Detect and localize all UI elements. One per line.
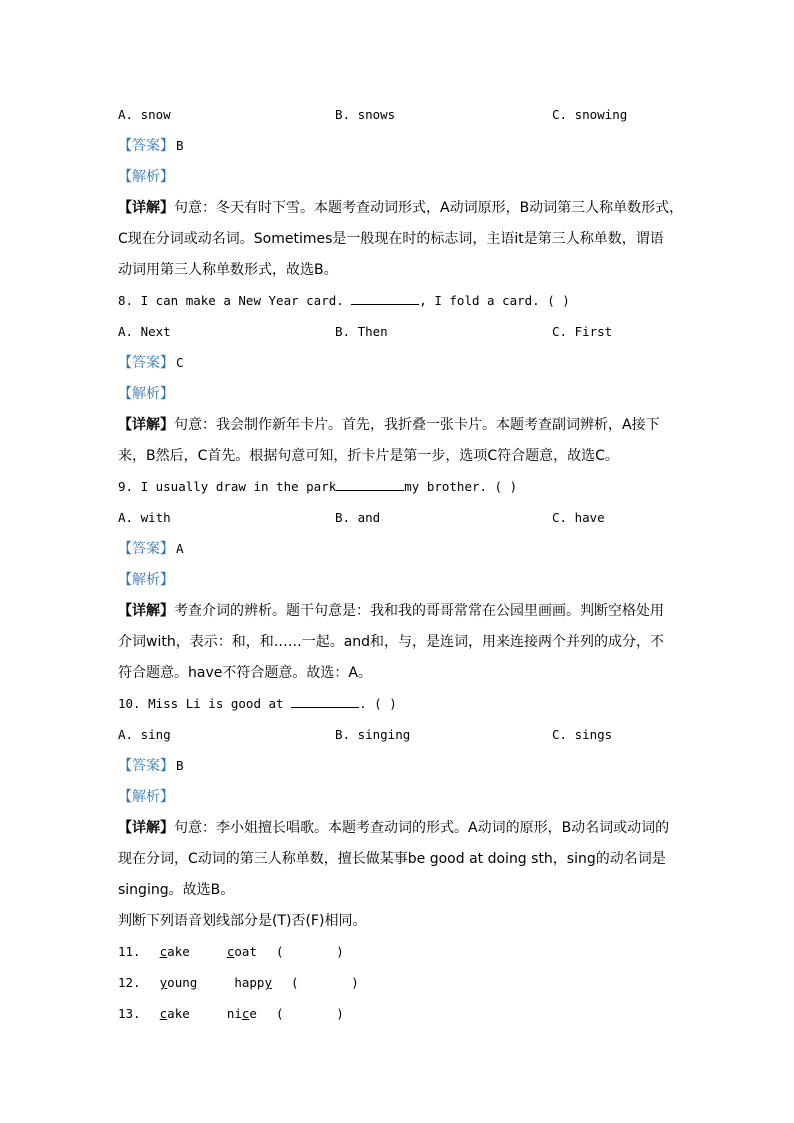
item-number: 12. [118,975,141,990]
detail-text: 句意：冬天有时下雪。本题考查动词形式，A动词原形，B动词第三人称单数形式， [174,200,684,216]
q9-answer [118,538,688,569]
q7-detail-line-1 [118,197,688,228]
q8-option-c: C. First [552,324,613,339]
detail-label: 【详解】 [118,603,174,619]
q8-detail-line-2: 来，B然后，C首先。根据句意可知，折卡片是第一步，选项C符合题意，故选C。 [118,448,619,464]
q10-detail-line-2: 现在分词，C动词的第三人称单数，擅长做某事be good at doing sth，sing的动名词是 [118,851,666,867]
word-2 [227,1006,257,1021]
q9-stem-start: 9. I usually draw in the park [118,479,337,494]
analysis-label: 【解析】 [118,386,174,402]
detail-label: 【详解】 [118,417,174,433]
word-1 [160,944,190,959]
answer-label: 【答案】 [118,355,174,371]
q7-detail-line-3: 动词用第三人称单数形式，故选B。 [118,262,338,278]
q7-option-b: B. snows [335,107,396,122]
detail-label: 【详解】 [118,200,174,216]
q8-detail-line-1 [118,414,688,445]
word-rest: oat [234,944,257,959]
q9-analysis [118,569,688,600]
q7-detail-line-2: C现在分词或动名词。Sometimes是一般现在时的标志词，主语it是第三人称单数，谓语 [118,231,664,247]
analysis-label: 【解析】 [118,789,174,805]
q10-blank [291,693,359,708]
q7-option-c: C. snowing [552,107,628,122]
answer-value: B [176,138,184,153]
q8-option-a: A. Next [118,324,171,339]
answer-parentheses[interactable]: ( ) [291,975,359,990]
word-1 [160,975,198,990]
item-number: 13. [118,1006,141,1021]
q10-option-a: A. sing [118,727,171,742]
q10-stem [118,693,688,724]
answer-label: 【答案】 [118,138,174,154]
q9-option-c: C. have [552,510,605,525]
phonics-instruction: 判断下列语音划线部分是(T)否(F)相同。 [118,913,367,929]
word-start: happ [234,975,265,990]
q7-option-a: A. snow [118,107,171,122]
underlined-letter: y [264,975,272,990]
analysis-label: 【解析】 [118,169,174,185]
word-2 [227,944,257,959]
q8-analysis [118,383,688,414]
q8-option-b: B. Then [335,324,388,339]
q9-detail-line-1 [118,600,688,631]
q9-detail-line-3: 符合题意。have不符合题意。故选：A。 [118,665,372,681]
answer-value: A [176,541,184,556]
q9-detail-line-2: 介词with，表示：和，和……一起。and和，与，是连词，用来连接两个并列的成分，不 [118,634,665,650]
answer-parentheses[interactable]: ( ) [276,1006,344,1021]
q10-analysis [118,786,688,817]
q10-option-c: C. sings [552,727,613,742]
answer-parentheses[interactable]: ( ) [275,944,344,959]
word-rest: e [249,1006,257,1021]
word-rest: ake [167,944,190,959]
q10-stem-end: . ( ) [359,696,397,711]
detail-text: 考查介词的辨析。题干句意是：我和我的哥哥常常在公园里画画。判断空格处用 [174,603,664,619]
q8-stem-start: 8. I can make a New Year card. [118,293,352,308]
word-2 [234,975,272,990]
q8-blank [351,290,419,305]
underlined-letter: c [241,1006,250,1021]
q10-option-b: B. singing [335,727,411,742]
q9-blank [336,476,404,491]
q10-options [118,724,688,755]
q10-detail-line-1 [118,817,688,848]
phonics-item-13 [118,1003,688,1034]
word-start: ni [226,1006,242,1021]
q10-stem-start: 10. Miss Li is good at [118,696,292,711]
q9-options [118,507,688,538]
q7-analysis [118,166,688,197]
detail-label: 【详解】 [118,820,174,836]
q9-stem-end: my brother. ( ) [404,479,518,494]
answer-value: C [176,355,184,370]
underlined-letter: y [159,975,168,990]
analysis-label: 【解析】 [118,572,174,588]
item-number: 11. [118,944,141,959]
q8-options [118,321,688,352]
q9-option-b: B. and [335,510,381,525]
detail-text: 句意：我会制作新年卡片。首先，我折叠一张卡片。本题考查副词辨析，A接下 [174,417,660,433]
answer-label: 【答案】 [118,758,174,774]
q10-detail-line-3: singing。故选B。 [118,882,235,898]
q9-stem [118,476,688,507]
detail-text: 句意：李小姐擅长唱歌。本题考查动词的形式。A动词的原形，B动名词或动词的 [174,820,670,836]
q8-answer [118,352,688,383]
underlined-letter: c [159,944,168,959]
q8-stem [118,290,688,321]
q7-options [118,104,688,135]
q9-option-a: A. with [118,510,171,525]
q10-answer [118,755,688,786]
answer-value: B [176,758,184,773]
word-1 [160,1006,190,1021]
answer-label: 【答案】 [118,541,174,557]
underlined-letter: c [226,944,235,959]
document-page [118,104,688,1034]
word-rest: ake [167,1006,190,1021]
underlined-letter: c [159,1006,168,1021]
word-rest: oung [167,975,198,990]
phonics-item-11 [118,941,688,972]
q8-stem-end: , I fold a card. ( ) [419,293,570,308]
q7-answer [118,135,688,166]
phonics-item-12 [118,972,688,1003]
